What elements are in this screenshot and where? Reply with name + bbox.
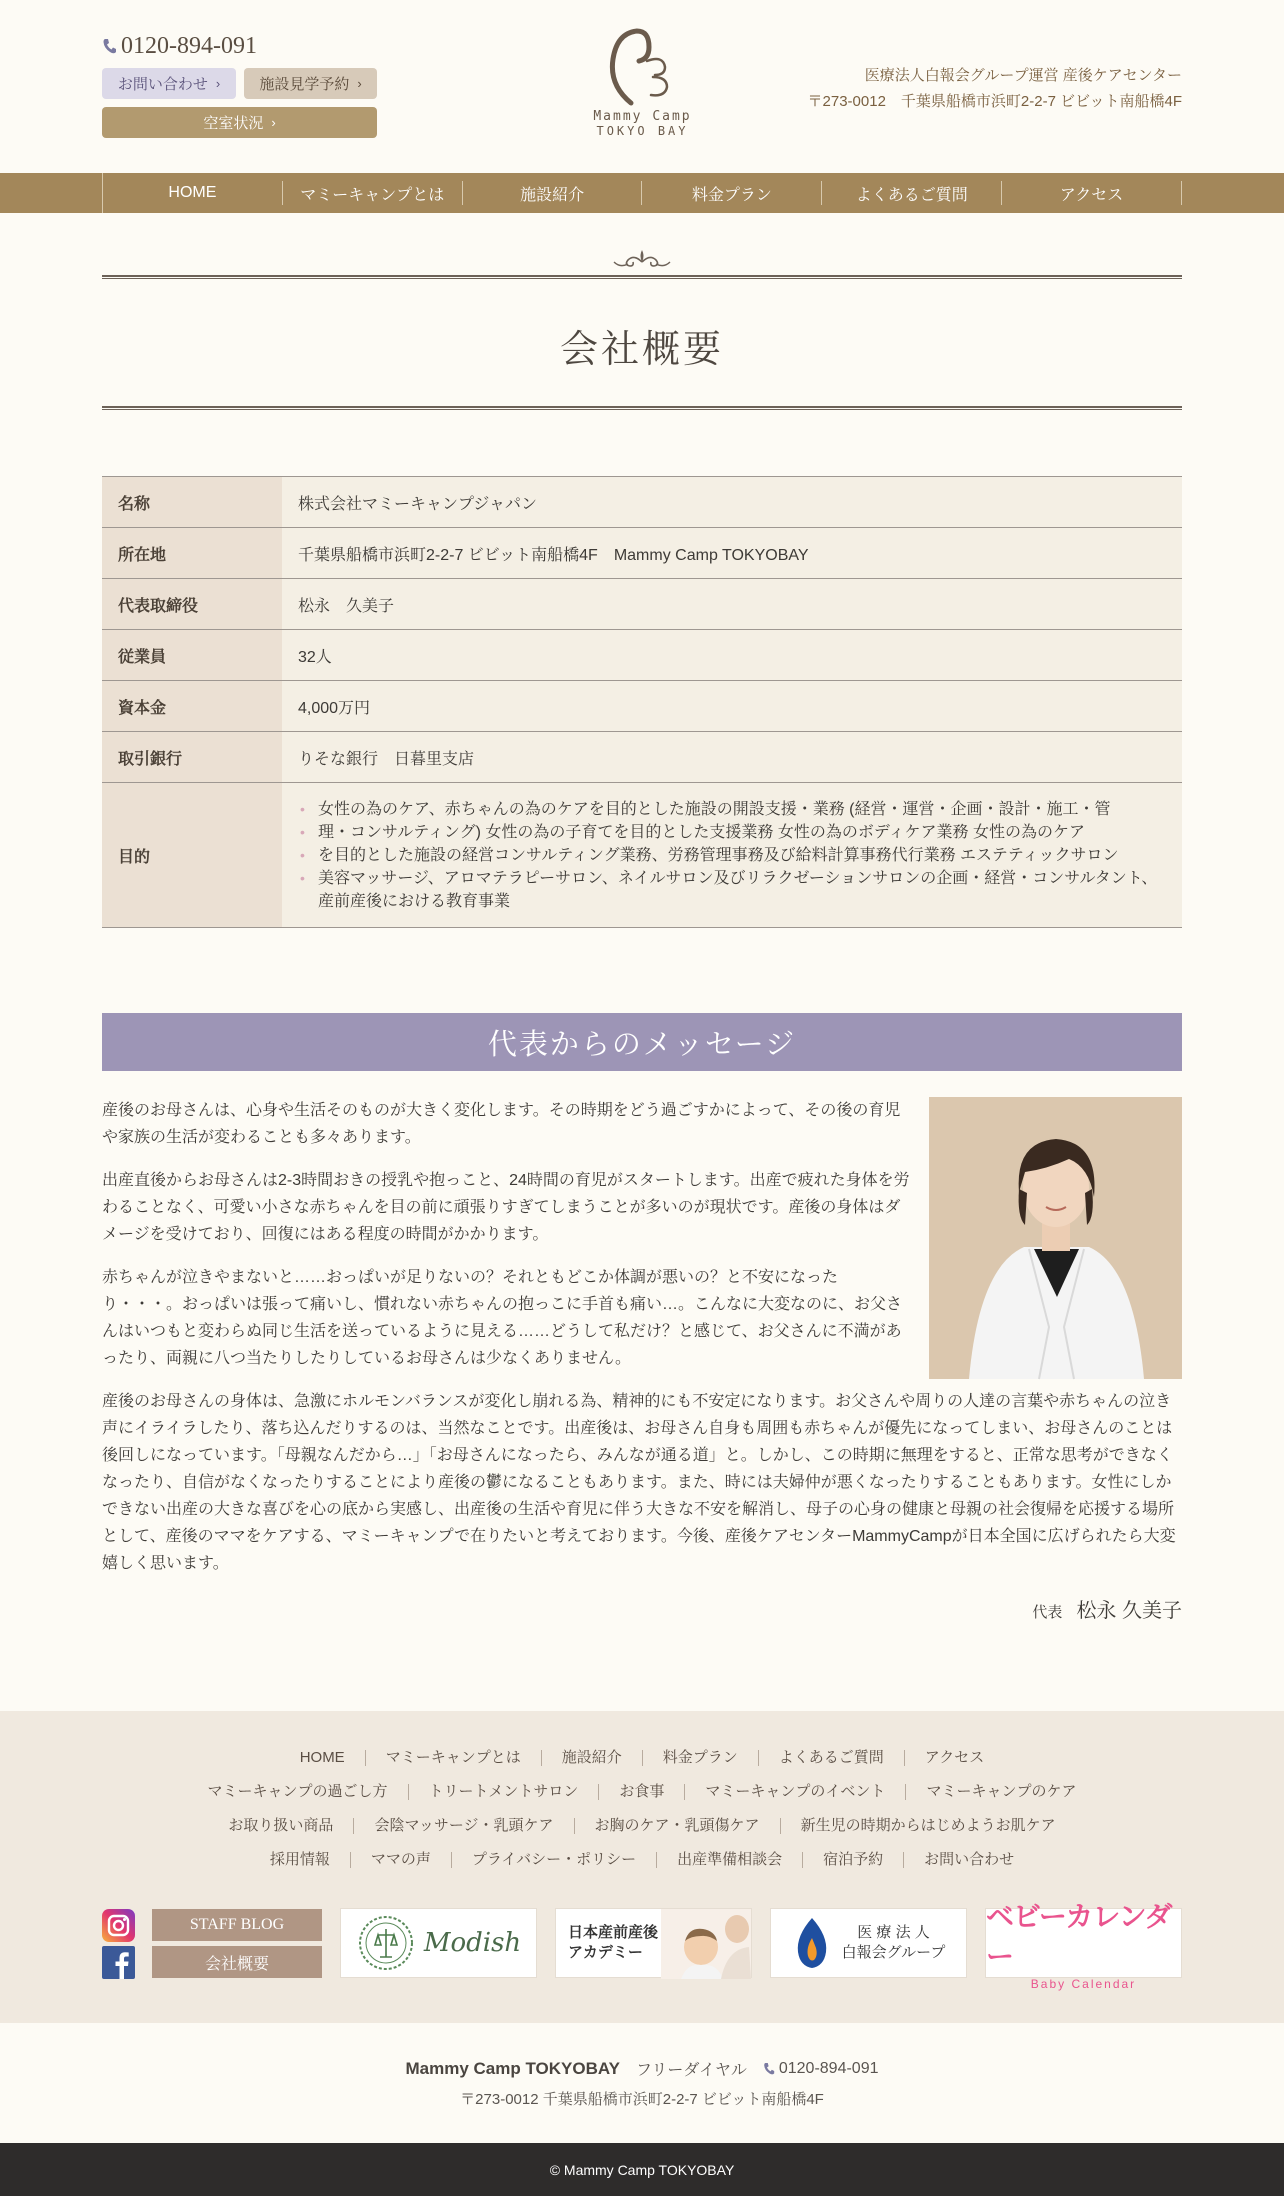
freedial-label: フリーダイヤル — [635, 2062, 747, 2079]
row-label: 名称 — [102, 477, 282, 528]
ornament-icon — [612, 246, 672, 272]
footer-address: 〒273-0012 千葉県船橋市浜町2-2-7 ビビット南船橋4F — [460, 2091, 824, 2108]
logo-line1: Mammy Camp — [593, 109, 692, 124]
chevron-right-icon: › — [357, 76, 362, 91]
row-value: 4,000万円 — [282, 681, 1182, 732]
modish-text: Modish — [423, 1928, 522, 1958]
table-row — [102, 681, 1182, 732]
footer-link[interactable]: トリートメントサロン — [408, 1784, 599, 1800]
banner-hakuho[interactable] — [770, 1908, 967, 1978]
footer-link[interactable]: HOME — [299, 1749, 345, 1766]
list-item: • 美容マッサージ、アロマテラピーサロン、ネイルサロン及びリラクゼーションサロンの企画・経営・コンサルタント、産前産後における教育事業 — [298, 867, 1166, 913]
row-value: 千葉県船橋市浜町2-2-7 ビビット南船橋4F Mammy Camp TOKYOBAY — [282, 528, 1182, 579]
footer-link[interactable]: 出産準備相談会 — [656, 1852, 802, 1868]
banner-academy[interactable] — [555, 1908, 752, 1978]
banner-modish[interactable] — [340, 1908, 537, 1978]
row-value: 株式会社マミーキャンプジャパン — [282, 477, 1182, 528]
row-label: 取引銀行 — [102, 732, 282, 783]
instagram-icon[interactable] — [102, 1909, 135, 1942]
footer-link[interactable]: ママの声 — [350, 1852, 451, 1868]
vacancy-button[interactable] — [102, 107, 377, 138]
table-row — [102, 528, 1182, 579]
footer-link[interactable]: 会陰マッサージ・乳頭ケア — [353, 1818, 573, 1834]
academy-line1: 日本産前産後 — [568, 1924, 659, 1941]
list-item: • を目的とした施設の経営コンサルティング業務、労務管理事務及び給料計算事務代行業務 エステティックサロン — [298, 844, 1166, 867]
footer-links-row — [0, 1750, 1284, 1766]
table-row — [102, 732, 1182, 783]
footer-link[interactable]: 施設紹介 — [541, 1750, 642, 1766]
footer-link[interactable]: プライバシー・ポリシー — [451, 1852, 656, 1868]
hakuho-logo-icon — [792, 1916, 832, 1970]
table-row — [102, 630, 1182, 681]
footer-phone-number: 0120-894-091 — [778, 2059, 879, 2077]
footer-link[interactable]: お取り扱い商品 — [228, 1817, 334, 1834]
facebook-icon[interactable] — [102, 1946, 135, 1979]
site-header — [0, 0, 1284, 173]
header-phone[interactable] — [102, 33, 257, 60]
footer-links-row — [0, 1818, 1284, 1834]
nav-item-home[interactable]: HOME — [103, 181, 283, 205]
chevron-right-icon: › — [271, 115, 276, 130]
header-address: 〒273-0012 千葉県船橋市浜町2-2-7 ビビット南船橋4F — [807, 93, 1182, 110]
row-value: りそな銀行 日暮里支店 — [282, 732, 1182, 783]
table-row — [102, 477, 1182, 528]
footer-link[interactable]: アクセス — [904, 1750, 1005, 1766]
phone-icon — [102, 38, 117, 55]
footer-link[interactable]: 採用情報 — [269, 1851, 330, 1868]
footer-link[interactable]: 新生児の時期からはじめようお肌ケア — [780, 1818, 1076, 1834]
staff-blog-button[interactable]: STAFF BLOG — [152, 1909, 322, 1941]
address-line1 — [0, 2057, 1284, 2080]
brand-name: Mammy Camp TOKYOBAY — [405, 2058, 620, 2078]
message-paragraph: 産後のお母さんの身体は、急激にホルモンバランスが変化し崩れる為、精神的にも不安定になります。お父さんや周りの人達の言葉や赤ちゃんの泣き声にイライラしたり、落ち込んだりするのは、当然なことです。出産後は、お母さん自身も周囲も赤ちゃんが優先になってしまい、お母さんのことは後回しになっています。「母親なんだから…」「お母さんになったら、みんなが通る道」と。しかし、この時期に無理をすると、正常な思考ができなくなったり、自信がなくなったりすることにより産後の鬱になることもあります。また、時には夫婦仲が悪くなったりすることもあります。女性にしかできない出産の大きな喜びを心の底から実感し、出産後の生活や育児に伴う大きな不安を解消し、母子の心身の健康と母親の社会復帰を応援する場所として、産後のママをケアする、マミーキャンプで在りたいと考えております。今後、産後ケアセンターMammyCampが日本全国に広げられたら大変嬉しく思います。 — [102, 1393, 1176, 1572]
title-rule-top — [102, 275, 1182, 279]
academy-line2: アカデミー — [568, 1944, 643, 1961]
company-info-table — [102, 476, 1182, 928]
babycal-sub: Baby Calendar — [1030, 1977, 1137, 1991]
logo-line2: TOKYO BAY — [596, 124, 689, 138]
nav-item-faq[interactable]: よくあるご質問 — [822, 181, 1002, 205]
message-heading: 代表からのメッセージ — [102, 1013, 1182, 1071]
message-signature — [1032, 1594, 1182, 1623]
list-item: • 女性の為のケア、赤ちゃんの為のケアを目的とした施設の開設支援・業務 (経営・運営・企画・設計・施工・管 — [298, 798, 1166, 821]
footer-link[interactable]: マミーキャンプのイベント — [684, 1784, 905, 1800]
footer-link[interactable]: お胸のケア・乳頭傷ケア — [574, 1818, 780, 1834]
signature-role: 代表 — [1032, 1604, 1063, 1621]
message-paragraph: 赤ちゃんが泣きやまないと……おっぱいが足りないの？それともどこか体調が悪いの？と不安になったり・・・。おっぱいは張って痛いし、慣れない赤ちゃんの抱っこに手首も痛い…。こんなに大変なのに、お父さんはいつもと変わらぬ同じ生活を送っているように見える……どうして私だけ？と感じて、お父さんに不満があったり、両親に八つ当たりしたりしているお母さんは少なくありません。 — [102, 1269, 903, 1367]
footer-link[interactable]: 料金プラン — [642, 1750, 758, 1766]
purpose-list-cell — [282, 783, 1182, 928]
chevron-right-icon: › — [215, 76, 221, 91]
site-logo[interactable] — [570, 25, 715, 150]
global-nav — [0, 173, 1284, 213]
row-label: 従業員 — [102, 630, 282, 681]
footer-link[interactable]: お問い合わせ — [903, 1852, 1034, 1868]
contact-label: お問い合わせ — [117, 76, 208, 93]
message-paragraph: 出産直後からお母さんは2-3時間おきの授乳や抱っこと、24時間の育児がスタートします。出産で疲れた身体を労わることなく、可愛い小さな赤ちゃんを目の前に頑張りすぎてしまうことが多いのが現状です。産後の身体はダメージを受けており、回復にはある程度の時間がかかります。 — [102, 1172, 910, 1243]
nav-item-pricing[interactable]: 料金プラン — [642, 181, 822, 205]
nav-item-facility[interactable]: 施設紹介 — [463, 181, 643, 205]
tour-reservation-button[interactable] — [244, 68, 377, 99]
message-paragraph: 産後のお母さんは、心身や生活そのものが大きく変化します。その時期をどう過ごすかによって、その後の育児や家族の生活が変わることも多々あります。 — [102, 1102, 901, 1146]
operator-text: 医療法人白報会グループ運営 産後ケアセンター — [864, 67, 1182, 84]
copyright: © Mammy Camp TOKYOBAY — [0, 2143, 1284, 2196]
company-overview-button[interactable]: 会社概要 — [152, 1946, 322, 1978]
baby-photo — [661, 1909, 751, 1979]
row-label: 目的 — [102, 783, 282, 928]
footer-link[interactable]: マミーキャンプの過ごし方 — [207, 1783, 388, 1800]
logo-mark-icon — [603, 25, 683, 107]
row-value: 32人 — [282, 630, 1182, 681]
title-rule-bottom — [102, 406, 1182, 410]
nav-item-access[interactable]: アクセス — [1002, 181, 1182, 205]
wreath-icon — [356, 1913, 416, 1973]
tour-label: 施設見学予約 — [259, 76, 350, 93]
footer-links-row — [0, 1852, 1284, 1868]
address-block — [0, 2023, 1284, 2143]
phone-icon — [763, 2062, 775, 2076]
header-info — [808, 63, 1182, 115]
portrait-image — [929, 1097, 1182, 1379]
babycal-main: ベビーカレンダー — [986, 1901, 1172, 1972]
row-label: 資本金 — [102, 681, 282, 732]
banner-baby-calendar[interactable] — [985, 1901, 1182, 1991]
footer-links-row — [0, 1784, 1284, 1800]
footer-link[interactable]: よくあるご質問 — [758, 1750, 904, 1766]
nav-item-about[interactable]: マミーキャンプとは — [283, 181, 463, 205]
hakuho-line1: 医 療 法 人 — [857, 1924, 930, 1941]
row-value: 松永 久美子 — [282, 579, 1182, 630]
phone-number: 0120-894-091 — [121, 33, 257, 59]
row-label: 代表取締役 — [102, 579, 282, 630]
signature-name: 松永 久美子 — [1076, 1600, 1182, 1622]
footer-phone[interactable] — [763, 2060, 879, 2078]
hakuho-line2: 白報会グループ — [841, 1944, 946, 1961]
purpose-list — [298, 798, 1166, 913]
table-row — [102, 579, 1182, 630]
footer-link[interactable]: お食事 — [598, 1784, 684, 1800]
row-label: 所在地 — [102, 528, 282, 579]
footer-link[interactable]: マミーキャンプのケア — [905, 1784, 1096, 1800]
list-item: • 理・コンサルティング) 女性の為の子育てを目的とした支援業務 女性の為のボディケア業務 女性の為のケア — [298, 821, 1166, 844]
contact-button[interactable] — [102, 68, 236, 99]
page-title: 会社概要 — [559, 327, 724, 371]
representative-photo — [929, 1097, 1182, 1379]
footer-link[interactable]: 宿泊予約 — [802, 1852, 903, 1868]
footer-link[interactable]: マミーキャンプとは — [365, 1750, 541, 1766]
table-row-purpose — [102, 783, 1182, 928]
vacancy-label: 空室状況 — [203, 115, 264, 132]
